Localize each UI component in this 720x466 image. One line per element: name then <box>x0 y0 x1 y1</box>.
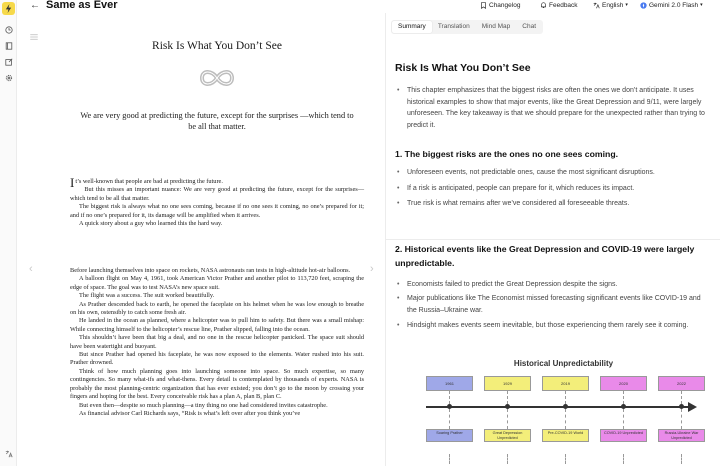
feedback-icon <box>540 2 547 9</box>
intro-first-line <box>70 175 364 190</box>
changelog-label: Changelog <box>489 2 521 9</box>
section-1-bullet: • Unforeseen events, not predictable ones, cause the most significant disruptions. <box>395 167 710 179</box>
intro-line: The biggest risk is always what no one sees coming, because if no one sees it coming, no one’s prepared for it; and if no one’s prepared for it, its damage will be amplified when it arrives. <box>70 203 364 219</box>
dropcap: I <box>70 175 75 190</box>
back-arrow-icon[interactable]: ← <box>30 0 40 11</box>
timeline-connector <box>681 454 682 464</box>
chapter-title: Risk Is What You Don’t See <box>152 40 282 52</box>
chevron-down-icon: ▾ <box>700 2 703 8</box>
summary-pane <box>386 13 720 466</box>
timeline-event: Russia-Ukraine War Unpredicted <box>658 429 705 442</box>
book-title: Same as Ever <box>46 0 118 11</box>
app-logo-icon[interactable] <box>2 2 15 15</box>
feedback-button[interactable] <box>540 0 578 11</box>
timeline-diagram <box>426 359 701 466</box>
tab-chat[interactable]: Chat <box>522 23 537 30</box>
summary-title: Risk Is What You Don’t See <box>395 62 531 74</box>
settings-gear-icon[interactable] <box>3 72 14 83</box>
chevron-down-icon: ▾ <box>625 2 628 8</box>
timeline-connector <box>565 454 566 464</box>
section-1-heading: 1. The biggest risks are the ones no one sees coming. <box>395 149 619 159</box>
feedback-label: Feedback <box>549 2 578 9</box>
story-line: This shouldn’t have been that big a deal, and no one in the rescue helicopter panicked. The space suit should have been watertight and buoyant. <box>70 334 364 350</box>
story-line: But even then—despite so much planning—a tiny thing no one had considered invites catastrophe. <box>79 401 328 409</box>
section-1-bullet: • If a risk is anticipated, people can prepare for it, which reduces its impact. <box>395 183 710 195</box>
gemini-icon <box>640 2 647 9</box>
timeline-connector <box>507 454 508 464</box>
timeline-event: Soaring Prather <box>426 429 473 442</box>
timeline-connector <box>623 409 624 429</box>
previous-page-icon[interactable]: ‹ <box>29 263 33 275</box>
intro-text <box>70 175 364 228</box>
story-line: But since Prather had opened his faceplate, he was now exposed to the elements. Water rushed into his suit. Prather drowned. <box>70 351 364 367</box>
timeline-arrowhead-icon <box>688 402 697 412</box>
language-select[interactable] <box>593 0 628 11</box>
timeline-event: Pre-COVID-19 World <box>542 429 589 442</box>
timeline-year: 1961 <box>426 376 473 391</box>
timeline-connector <box>681 391 682 404</box>
intro-first-text: t’s well-known that people are bad at predicting the future. <box>75 178 223 185</box>
timeline-year: 2022 <box>658 376 705 391</box>
changelog-icon <box>480 2 487 9</box>
language-icon <box>593 2 600 9</box>
next-page-icon[interactable]: › <box>370 263 374 275</box>
timeline-axis <box>426 406 691 408</box>
timeline-year: 2020 <box>600 376 647 391</box>
model-select[interactable] <box>640 0 703 11</box>
model-label: Gemini 2.0 Flash <box>649 2 699 9</box>
story-line: Before launching themselves into space on rockets, NASA astronauts ran tests in high-altitude hot-air balloons. <box>70 267 351 274</box>
timeline-connector <box>681 409 682 429</box>
section-2-bullet: • Major publications like The Economist missed forecasting significant events like COVID-19 and the Russia–Ukraine war. <box>395 293 710 316</box>
section-2-bullet: • Hindsight makes events seem inevitable, but those experiencing them rarely see it coming. <box>395 320 710 332</box>
history-icon[interactable] <box>3 24 14 35</box>
edit-icon[interactable] <box>3 56 14 67</box>
tab-summary[interactable]: Summary <box>392 21 432 33</box>
timeline-event: COVID-19 Unpredicted <box>600 429 647 442</box>
timeline-connector <box>507 391 508 404</box>
story-line: Think of how much planning goes into launching someone into space. So much expertise, so many contingencies. So many what-ifs and what-thens. Every detail is contemplated by thousands of experts. NASA is probably the most planning-centric organization that has ever existed; you don’t go to the moon by crossing your fingers and hoping for the best. Every conceivable risk has a plan A, plan B, plan C. <box>70 367 364 401</box>
section-2-heading: 2. Historical events like the Great Depression and COVID-19 were largely unpredictable. <box>395 244 695 268</box>
timeline-connector <box>507 409 508 429</box>
story-line: As Prather descended back to earth, he opened the faceplate on his helmet when he was low enough to breathe on his own, ostensibly to catch some fresh air. <box>70 300 364 317</box>
timeline-year: 2019 <box>542 376 589 391</box>
intro-line: But this misses an important nuance: We are very good at predicting the future, except for the surprises—which tend to be all that matter. <box>70 186 364 202</box>
summary-intro: • This chapter emphasizes that the biggest risks are often the ones we don’t anticipate. It uses historical examples to show that major events, like the Great Depression and 9/11, were largely unforeseen. The key takeaway is that we should prepare for the unexpected rather than trying to predict it. <box>395 85 710 131</box>
menu-icon[interactable] <box>30 27 38 45</box>
divider <box>386 239 720 240</box>
story-line: The flight was a success. The suit worked beautifully. <box>79 292 215 300</box>
timeline-title: Historical Unpredictability <box>513 359 614 368</box>
tab-mind-map[interactable]: Mind Map <box>481 23 511 30</box>
story-text <box>70 267 364 418</box>
timeline-year: 1929 <box>484 376 531 391</box>
library-icon[interactable] <box>3 40 14 51</box>
infinity-ornament-icon <box>197 68 237 88</box>
story-line: A balloon flight on May 4, 1961, took American Victor Prather and another pilot to 113,720 feet, scraping the edge of space. The goal was to test NASA’s new space suit. <box>70 275 364 291</box>
story-line: As financial advisor Carl Richards says, “Risk is what’s left over after you think you’ve <box>79 409 301 417</box>
chapter-subtitle: We are very good at predicting the future, except for the surprises —which tend to be all that matter. <box>80 111 354 131</box>
intro-line: A quick story about a guy who learned this the hard way. <box>79 220 223 228</box>
timeline-connector <box>565 409 566 429</box>
left-rail <box>0 0 17 466</box>
timeline-connector <box>449 409 450 429</box>
timeline-connector <box>565 391 566 404</box>
language-label: English <box>602 2 624 9</box>
timeline-connector <box>449 454 450 464</box>
timeline-event: Great Depression Unpredicted <box>484 429 531 442</box>
translate-icon[interactable] <box>3 448 14 459</box>
panel-tabs <box>391 20 543 34</box>
timeline-connector <box>623 454 624 464</box>
book-reader-pane[interactable] <box>17 13 386 466</box>
section-1-bullet: • True risk is what remains after we’ve considered all foreseeable threats. <box>395 198 710 210</box>
top-header <box>17 0 720 13</box>
story-line: He landed in the ocean as planned, where a helicopter was to pull him to safety. But there was a small mishap: While connecting himself to the helicopter’s rescue line, Prather slipped, falling into the ocean. <box>70 317 364 333</box>
changelog-button[interactable] <box>480 0 520 11</box>
timeline-connector <box>623 391 624 404</box>
timeline-connector <box>449 391 450 404</box>
section-2-bullet: • Economists failed to predict the Great Depression despite the signs. <box>395 279 710 291</box>
tab-translation[interactable]: Translation <box>437 23 470 30</box>
